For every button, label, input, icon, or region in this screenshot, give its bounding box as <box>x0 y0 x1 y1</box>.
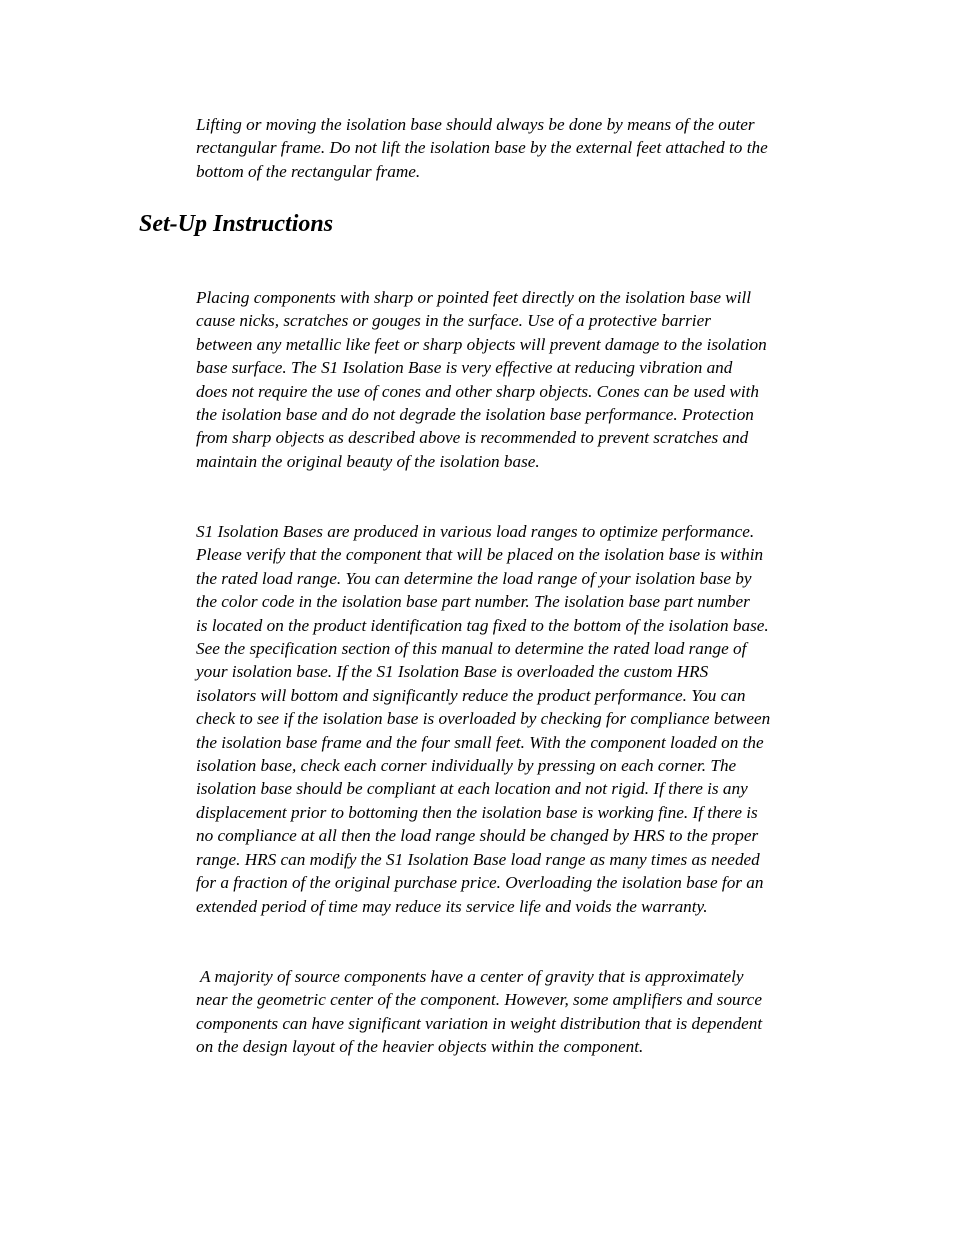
text-line: on the design layout of the heavier objects within the component. <box>196 1037 644 1057</box>
text-line: between any metallic like feet or sharp objects will prevent damage to the isolation <box>196 334 767 354</box>
text-line: isolators will bottom and significantly reduce the product performance. You can <box>196 685 746 705</box>
text-line: isolation base, check each corner individually by pressing on each corner. The <box>196 756 737 776</box>
text-line: near the geometric center of the component. However, some amplifiers and source <box>196 990 762 1010</box>
text-line: does not require the use of cones and other sharp objects. Cones can be used with <box>196 381 759 401</box>
text-line: Placing components with sharp or pointed feet directly on the isolation base will <box>196 288 752 307</box>
sharp-feet-paragraph <box>196 286 821 473</box>
section-heading: Set-Up Instructions <box>139 211 334 237</box>
text-line: A majority of source components have a center of gravity that is approximately <box>196 967 744 986</box>
text-line: extended period of time may reduce its service life and voids the warranty. <box>196 896 708 916</box>
center-of-gravity-paragraph <box>196 965 821 1059</box>
text-line: cause nicks, scratches or gouges in the surface. Use of a protective barrier <box>196 311 711 331</box>
lifting-paragraph <box>196 113 821 183</box>
text-line: Lifting or moving the isolation base should always be done by means of the outer <box>196 115 755 134</box>
text-line: the rated load range. You can determine the load range of your isolation base by <box>196 568 752 588</box>
text-line: the color code in the isolation base part number. The isolation base part number <box>196 592 750 612</box>
text-line: the isolation base frame and the four small feet. With the component loaded on the <box>196 732 764 752</box>
text-line: Please verify that the component that will be placed on the isolation base is within <box>196 545 764 565</box>
text-line: no compliance at all then the load range should be changed by HRS to the proper <box>196 826 759 846</box>
text-line: maintain the original beauty of the isolation base. <box>196 451 540 471</box>
text-line: See the specification section of this manual to determine the rated load range of <box>196 639 747 659</box>
text-line: your isolation base. If the S1 Isolation Base is overloaded the custom HRS <box>196 662 709 682</box>
text-line: S1 Isolation Bases are produced in various load ranges to optimize performance. <box>196 522 755 541</box>
text-line: isolation base should be compliant at each location and not rigid. If there is any <box>196 779 748 799</box>
text-line: components can have significant variation in weight distribution that is dependent <box>196 1013 763 1033</box>
text-line: base surface. The S1 Isolation Base is very effective at reducing vibration and <box>196 358 733 378</box>
text-line: the isolation base and do not degrade the isolation base performance. Protection <box>196 405 754 425</box>
load-range-paragraph <box>196 520 821 918</box>
text-line: for a fraction of the original purchase price. Overloading the isolation base for an <box>196 873 764 893</box>
text-line: bottom of the rectangular frame. <box>196 161 421 181</box>
text-line: displacement prior to bottoming then the isolation base is working fine. If there is <box>196 802 758 822</box>
text-line: rectangular frame. Do not lift the isolation base by the external feet attached to the <box>196 138 768 158</box>
text-line: from sharp objects as described above is recommended to prevent scratches and <box>196 428 749 448</box>
text-line: is located on the product identification tag fixed to the bottom of the isolation base. <box>196 615 769 635</box>
text-line: check to see if the isolation base is overloaded by checking for compliance between <box>196 709 771 729</box>
text-line: range. HRS can modify the S1 Isolation Base load range as many times as needed <box>196 849 760 869</box>
